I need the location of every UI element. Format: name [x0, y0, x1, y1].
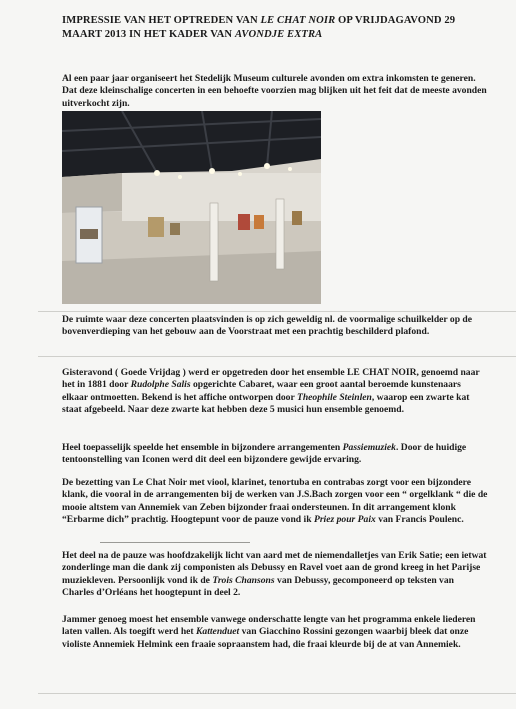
paragraph-second-half	[62, 550, 488, 599]
text-italic: Passiemuziek	[342, 442, 396, 453]
text-run: Het deel na de pauze was hoofdzakelijk licht van aard met de niemendalletjes van Erik Satie; een ietwat zonderlinge man die dank zij componisten als Debussy en Ravel voet aan de grond kreeg in het Parijse muziekleven. Persoonlijk vond ik de	[62, 550, 487, 586]
page-bottom-divider	[38, 693, 516, 694]
title-event-name: AVONDJE EXTRA	[234, 28, 323, 40]
text-run: , waarop een zwarte kat staat afgebeeld. Naar deze zwarte kat hebben deze 5 musici hun ensemble genoemd.	[62, 391, 470, 415]
paragraph-passion-music	[62, 442, 488, 467]
page-title	[62, 14, 482, 41]
text-italic: Theophile Steinlen	[296, 391, 372, 403]
title-part: OP VRIJDAGAVOND 29 MAART 2013 IN HET KADER VAN	[62, 15, 456, 40]
section-divider	[100, 542, 250, 543]
text-run: . Door de huidige tentoonstelling van Iconen werd dit deel een bijzondere gewijde ervaring.	[62, 442, 467, 466]
text-run: Jammer genoeg moest het ensemble vanwege onderschatte lengte van het programma enkele liederen laten vallen. Als toegift werd het	[62, 614, 476, 638]
paragraph-encore	[62, 614, 488, 651]
text-run: opgerichte Cabaret, waar een groot aantal beroemde kunstenaars elkaar ontmoetten. Bekend is het affiche ontworpen door	[62, 379, 461, 403]
text-italic: Trois Chansons	[212, 574, 275, 586]
text-run: De bezetting van Le Chat Noir met viool, klarinet, tenortuba en contrabas zorgt voor een bijzondere klank, die vooral in de arrangementen bij de werken van J.S.Bach zorgen voor een “ orgelklank “ die de mooie altstem van Annemiek van Zeben bijzonder fraai ondersteunen. In dit arrangement klonk “Erbarme dich” prachtig. Hoogtepunt voor de pauze vond ik	[62, 477, 488, 525]
title-ensemble-name: LE CHAT NOIR	[260, 15, 336, 26]
text-italic: Priez pour Paix	[313, 513, 376, 525]
paragraph-instrumentation	[62, 477, 488, 526]
text-run: van Giacchino Rossini gezongen waarbij bleek dat onze violiste Annemiek Helmink een fraaie sopraanstem had, die fraai kleurde bij de at van Annemiek.	[62, 626, 469, 650]
paragraph-intro: Al een paar jaar organiseert het Stedelijk Museum culturele avonden om extra inkomsten te generen. Dat deze kleinschalige concerten in een behoefte voorzien mag blijken uit het feit dat de meeste avonden uitverkocht zijn.	[62, 73, 487, 109]
text-run: van Debussy, gecomponeerd op teksten van Charles d’Orléans het hoogtepunt in deel 2.	[62, 574, 454, 598]
text-italic: Rudolphe Salis	[130, 379, 191, 391]
text-italic: Kattenduet	[196, 626, 240, 638]
text-run: Gisteravond ( Goede Vrijdag ) werd er opgetreden door het ensemble LE CHAT NOIR, genoemd naar het in 1881 door	[62, 367, 480, 391]
title-part: IMPRESSIE VAN HET OPTREDEN VAN	[62, 15, 261, 26]
text-run: van Francis Poulenc.	[375, 513, 464, 525]
venue-photo	[62, 111, 321, 304]
paragraph-ensemble	[62, 367, 488, 416]
paragraph-venue: De ruimte waar deze concerten plaatsvinden is op zich geweldig nl. de voormalige schuilkelder op de bovenverdieping van het gebouw aan de Voorstraat met een prachtig beschilderd plafond.	[62, 314, 473, 338]
text-run: Heel toepasselijk speelde het ensemble in bijzondere arrangementen	[62, 442, 343, 453]
section-divider	[38, 356, 516, 357]
venue-photo-drawing	[62, 111, 321, 304]
section-divider	[38, 311, 516, 312]
